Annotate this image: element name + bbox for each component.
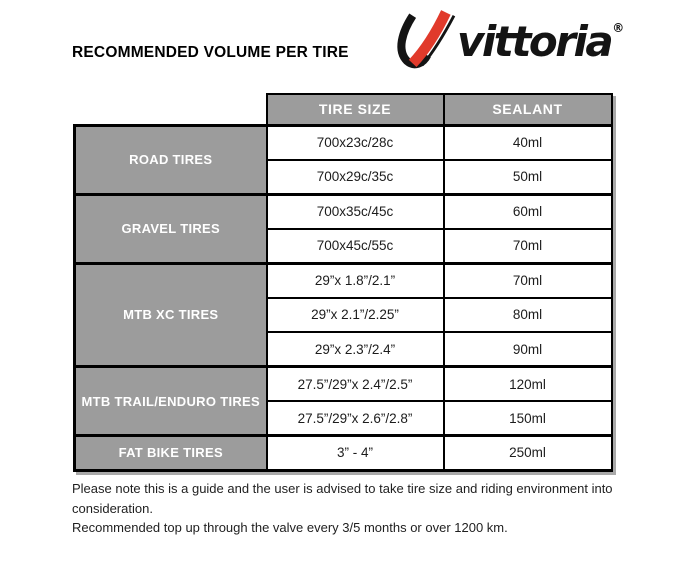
sealant-cell: 90ml	[444, 332, 612, 367]
sealant-cell: 80ml	[444, 298, 612, 333]
category-cell-gravel-tires: GRAVEL TIRES	[75, 194, 267, 263]
recommended-volume-table	[73, 93, 613, 472]
sealant-cell: 70ml	[444, 229, 612, 264]
tire-size-cell: 29”x 1.8”/2.1”	[267, 263, 444, 298]
table-header-row	[75, 94, 612, 125]
sealant-cell: 50ml	[444, 160, 612, 195]
sealant-cell: 250ml	[444, 436, 612, 471]
table-row	[75, 263, 612, 298]
footer-note	[72, 479, 652, 538]
category-cell-road-tires: ROAD TIRES	[75, 125, 267, 194]
table-row	[75, 125, 612, 160]
tire-size-cell: 27.5”/29”x 2.4”/2.5”	[267, 367, 444, 402]
category-cell-mtb-xc-tires: MTB XC TIRES	[75, 263, 267, 367]
sealant-cell: 40ml	[444, 125, 612, 160]
corner-empty-cell	[75, 94, 267, 125]
vittoria-wordmark	[457, 17, 625, 66]
category-cell-fat-bike-tires: FAT BIKE TIRES	[75, 436, 267, 471]
vittoria-logo	[383, 10, 624, 78]
brand-name: vittoria	[457, 17, 612, 66]
table-row	[75, 194, 612, 229]
page-title: RECOMMENDED VOLUME PER TIRE	[72, 44, 349, 61]
sealant-cell: 60ml	[444, 194, 612, 229]
tire-size-cell: 3” - 4”	[267, 436, 444, 471]
footer-note-line1: Please note this is a guide and the user is advised to take tire size and riding environment into consideration.	[72, 481, 613, 516]
column-header-tire-size: TIRE SIZE	[267, 94, 444, 125]
table-row	[75, 367, 612, 402]
tire-size-cell: 29”x 2.1”/2.25”	[267, 298, 444, 333]
tire-size-cell: 27.5”/29”x 2.6”/2.8”	[267, 401, 444, 436]
table-row	[75, 436, 612, 471]
tire-size-cell: 700x29c/35c	[267, 160, 444, 195]
registered-trademark-icon: ®	[612, 21, 625, 35]
sealant-cell: 120ml	[444, 367, 612, 402]
category-cell-mtb-trail-enduro-tires: MTB TRAIL/ENDURO TIRES	[75, 367, 267, 436]
sealant-cell: 70ml	[444, 263, 612, 298]
vittoria-swoosh-icon	[383, 10, 465, 78]
tire-size-cell: 700x35c/45c	[267, 194, 444, 229]
tire-size-cell: 700x45c/55c	[267, 229, 444, 264]
tire-size-cell: 700x23c/28c	[267, 125, 444, 160]
tire-size-cell: 29”x 2.3”/2.4”	[267, 332, 444, 367]
sealant-cell: 150ml	[444, 401, 612, 436]
column-header-sealant: SEALANT	[444, 94, 612, 125]
footer-note-line2: Recommended top up through the valve every 3/5 months or over 1200 km.	[72, 520, 508, 535]
